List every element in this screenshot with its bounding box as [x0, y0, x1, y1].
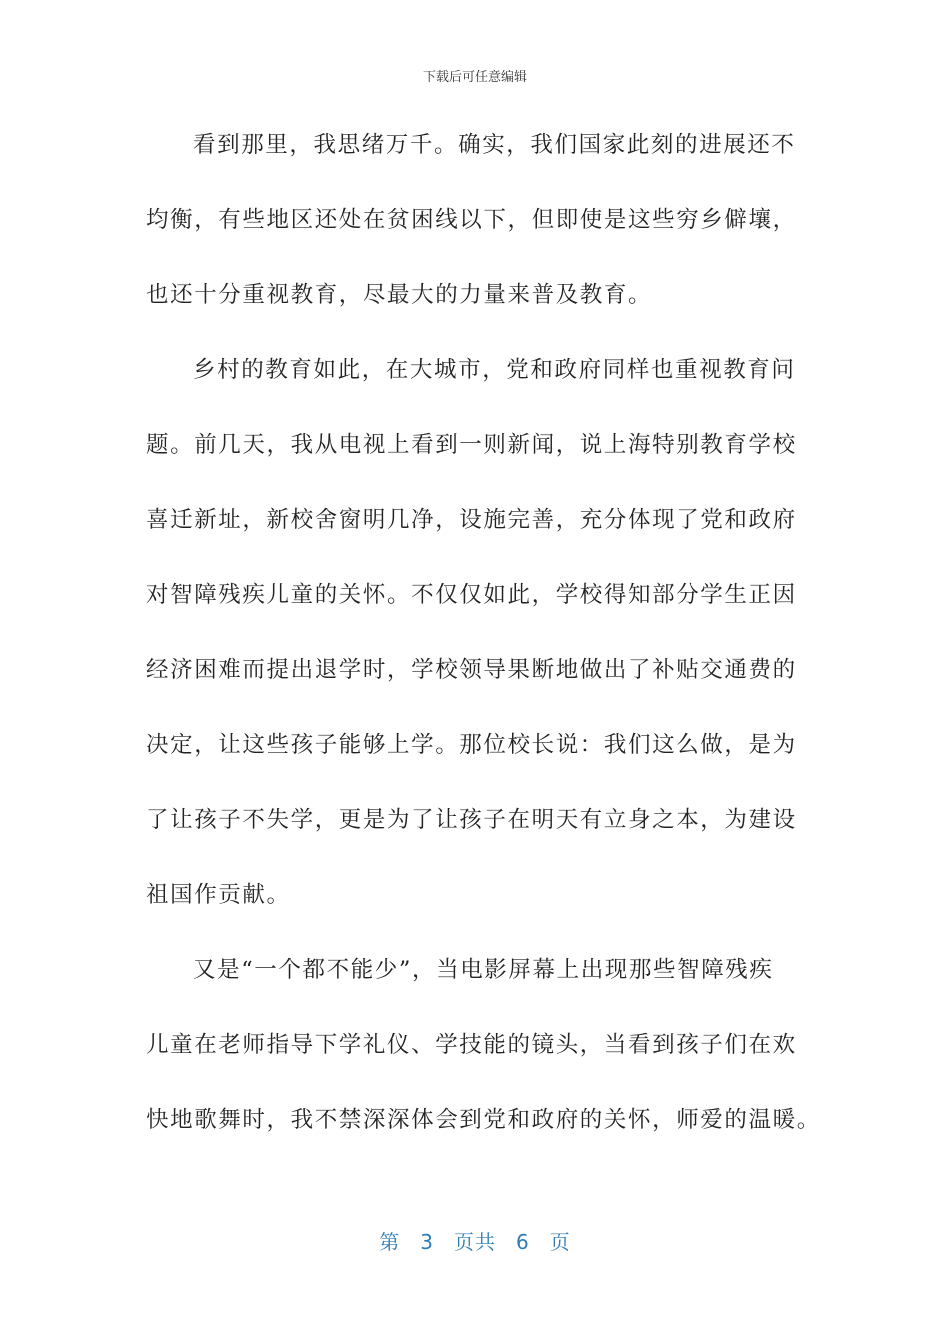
- document-body: [146, 108, 821, 1158]
- paragraph-line: 均衡，有些地区还处在贫困线以下，但即使是这些穷乡僻壤，: [146, 207, 797, 233]
- paragraph-line: 又是“一个都不能少”，当电影屏幕上出现那些智障残疾: [193, 957, 774, 983]
- paragraph-line: 也还十分重视教育，尽最大的力量来普及教育。: [146, 282, 653, 308]
- footer-suffix: 页: [549, 1230, 571, 1254]
- paragraph-line: 乡村的教育如此，在大城市，党和政府同样也重视教育问: [193, 357, 796, 383]
- paragraph-line: 对智障残疾儿童的关怀。不仅仅如此，学校得知部分学生正因: [146, 582, 797, 608]
- paragraph-line: 儿童在老师指导下学礼仪、学技能的镜头，当看到孩子们在欢: [146, 1032, 797, 1058]
- footer-prefix: 第: [379, 1230, 401, 1254]
- paragraph: [146, 333, 806, 933]
- paragraph-line: 题。前几天，我从电视上看到一则新闻，说上海特别教育学校: [146, 432, 797, 458]
- paragraph-line: 喜迁新址，新校舍窗明几净，设施完善，充分体现了党和政府: [146, 507, 797, 533]
- footer-middle: 页共: [454, 1230, 496, 1254]
- paragraph-line: 看到那里，我思绪万千。确实，我们国家此刻的进展还不: [193, 132, 796, 158]
- header-note: 下载后可任意编辑: [422, 70, 527, 85]
- footer-page-number: 3: [420, 1230, 434, 1254]
- paragraph: [146, 933, 821, 1158]
- footer-total-pages: 6: [516, 1230, 530, 1254]
- paragraph-line: 祖国作贡献。: [146, 882, 291, 908]
- paragraph-line: 快地歌舞时，我不禁深深体会到党和政府的关怀，师爱的温暖。: [146, 1107, 821, 1133]
- paragraph: [146, 108, 806, 333]
- page-footer: [0, 1226, 950, 1255]
- paragraph-line: 了让孩子不失学，更是为了让孩子在明天有立身之本，为建设: [146, 807, 797, 833]
- paragraph-line: 决定，让这些孩子能够上学。那位校长说：我们这么做，是为: [146, 732, 797, 758]
- paragraph-line: 经济困难而提出退学时，学校领导果断地做出了补贴交通费的: [146, 657, 797, 683]
